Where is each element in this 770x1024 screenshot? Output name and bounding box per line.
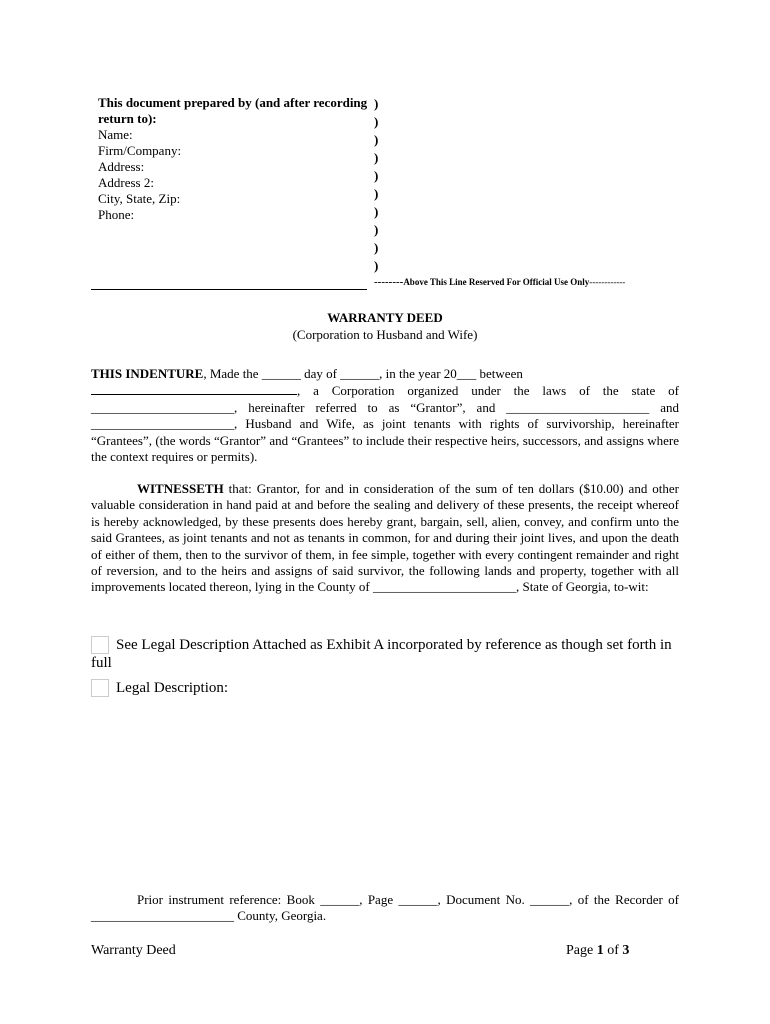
exhibit-a-checkbox[interactable] <box>91 636 109 654</box>
paren: ) <box>374 258 379 273</box>
phone-field-label: Phone: <box>98 207 135 222</box>
official-use-text: Above This Line Reserved For Official Use Only <box>403 277 590 287</box>
firm-field-label: Firm/Company: <box>98 143 182 158</box>
city-state-zip-field-label: City, State, Zip: <box>98 191 181 206</box>
footer-doc-name: Warranty Deed <box>91 943 176 958</box>
indenture-s4: ______________________, Husband and Wife, as joint tenants with rights of survivorship, hereinafter “Grantees”, (the words “Grantor” and “Grantees” to include their respective heirs, successors, and assigns where the context requires or permits). <box>91 416 679 465</box>
grantor-blank[interactable] <box>91 382 297 395</box>
option-exhibit-a <box>91 636 681 672</box>
paren: ) <box>374 168 379 183</box>
paren: ) <box>374 240 379 255</box>
paren: ) <box>374 150 379 165</box>
footer-page-number <box>566 943 629 959</box>
page-of: of <box>607 943 619 958</box>
paren: ) <box>374 186 379 201</box>
indenture-s2: , a Corporation organized under the laws of the state of <box>297 383 679 399</box>
legal-description-checkbox[interactable] <box>91 679 109 697</box>
indenture-s3: ______________________, hereinafter referred to as “Grantor”, and ______________________ and <box>91 399 679 415</box>
official-dashes: -------- <box>374 276 404 288</box>
name-field-label: Name: <box>98 127 133 142</box>
paren: ) <box>374 204 379 219</box>
indenture-s1: , Made the ______ day of ______, in the year 20___ between <box>203 366 523 381</box>
legal-description-label: Legal Description: <box>116 680 229 696</box>
official-use-line <box>374 276 625 288</box>
official-tail: ------------ <box>589 277 626 287</box>
paren: ) <box>374 132 379 147</box>
address2-field-label: Address 2: <box>98 175 154 190</box>
address-field-label: Address: <box>98 159 145 174</box>
option-legal-description <box>91 679 681 697</box>
document-subtitle: (Corporation to Husband and Wife) <box>292 327 478 342</box>
paren-column <box>374 95 386 275</box>
prior-instrument-reference <box>91 892 679 925</box>
preparer-block <box>98 95 368 223</box>
witnesseth-paragraph <box>91 481 679 596</box>
document-title: WARRANTY DEED <box>327 310 443 325</box>
paren: ) <box>374 222 379 237</box>
indenture-lead: THIS INDENTURE <box>91 366 204 381</box>
recording-line <box>91 289 367 290</box>
paren: ) <box>374 96 379 111</box>
page-total: 3 <box>622 943 630 958</box>
paren: ) <box>374 114 379 129</box>
witnesseth-body: that: Grantor, for and in consideration of the sum of ten dollars ($10.00) and other valuable consideration in hand paid at and before the sealing and delivery of these presents, the receipt whereof is hereby acknowledged, by these presents does hereby grant, bargain, sell, alien, convey, and confirm unto the said Grantees, as joint tenants and not as tenants in common, for and during their joint lives, and upon the death of either of them, then to the survivor of them, in fee simple, together with every contingent remainder and right of reversion, and to the heirs and assigns of said survivor, the following lands and property, together with all improvements located thereon, lying in the County of ______________________, State of Georgia, to-wit: <box>91 481 679 595</box>
indenture-paragraph <box>91 366 679 465</box>
prepared-by-label: This document prepared by (and after recording return to): <box>98 95 368 126</box>
page-num: 1 <box>596 943 604 958</box>
prior-text: Prior instrument reference: Book ______, Page ______, Document No. ______, of the Recorder of ______________________ County, Georgia. <box>91 892 679 924</box>
page-prefix: Page <box>566 943 594 958</box>
exhibit-a-label: See Legal Description Attached as Exhibit A incorporated by reference as though set forth in full <box>91 637 672 671</box>
witnesseth-lead: WITNESSETH <box>137 481 224 496</box>
